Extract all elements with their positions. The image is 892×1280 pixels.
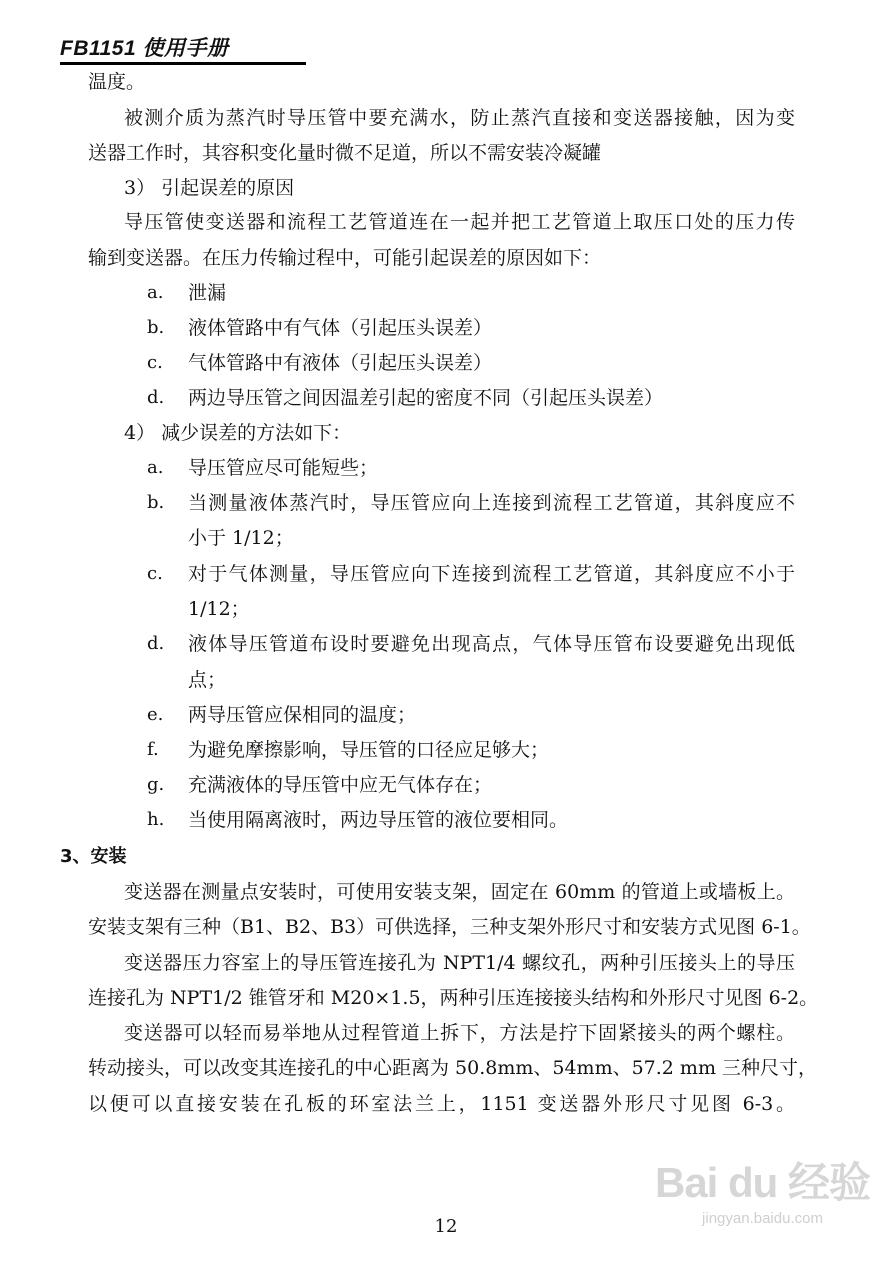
list-marker: b. (147, 492, 165, 513)
subheading-causes: 3） 引起误差的原因 (124, 177, 295, 199)
text-line: 送器工作时，其容积变化量时微不足道，所以不需安装冷凝罐 (88, 142, 602, 164)
list-item-continuation: 点； (188, 669, 227, 691)
list-marker: g. (147, 774, 165, 795)
list-marker: a. (147, 282, 164, 303)
watermark-logo: Bai du 经验 (654, 1159, 870, 1206)
list-item: 液体管路中有气体（引起压头误差） (188, 317, 493, 339)
section-heading-install: 3、安装 (60, 846, 127, 867)
list-marker: c. (147, 352, 163, 373)
list-item: 液体导压管道布设时要避免出现高点，气体导压管布设要避免出现低 (188, 633, 795, 655)
text-line: 转动接头，可以改变其连接孔的中心距离为 50.8mm、54mm、57.2 mm 三种尺寸， (88, 1057, 818, 1079)
list-marker: c. (147, 563, 163, 584)
list-item: 两导压管应保相同的温度； (188, 704, 417, 726)
list-marker: d. (147, 633, 165, 654)
watermark-url: jingyan.baidu.com (702, 1210, 823, 1227)
text-line: 连接孔为 NPT1/2 锥管牙和 M20×1.5，两种引压连接接头结构和外形尺寸见图 6-2。 (88, 987, 819, 1009)
list-item: 充满液体的导压管中应无气体存在； (188, 774, 493, 796)
text-line: 变送器在测量点安装时，可使用安装支架，固定在 60mm 的管道上或墙板上。 (124, 881, 795, 903)
list-marker: f. (147, 739, 159, 760)
list-item: 对于气体测量，导压管应向下连接到流程工艺管道，其斜度应不小于 (188, 563, 795, 585)
list-item: 两边导压管之间因温差引起的密度不同（引起压头误差） (188, 387, 664, 409)
list-marker: a. (147, 457, 164, 478)
text-line: 安装支架有三种（B1、B2、B3）可供选择，三种支架外形尺寸和安装方式见图 6-1。 (88, 916, 811, 938)
text-line: 变送器可以轻而易举地从过程管道上拆下，方法是拧下固紧接头的两个螺柱。 (124, 1022, 795, 1044)
baidu-jingyan-watermark (655, 1150, 870, 1227)
list-item: 导压管应尽可能短些； (188, 457, 379, 479)
list-item-continuation: 小于 1/12； (188, 527, 294, 549)
list-marker: h. (147, 809, 165, 830)
list-item: 当使用隔离液时，两边导压管的液位要相同。 (188, 809, 569, 831)
text-line: 被测介质为蒸汽时导压管中要充满水，防止蒸汽直接和变送器接触，因为变 (124, 107, 795, 129)
list-item-continuation: 1/12； (188, 598, 250, 620)
header-rule (60, 62, 306, 65)
document-header-title: FB1151 使用手册 (60, 37, 229, 60)
page-number: 12 (434, 1216, 458, 1237)
text-line: 导压管使变送器和流程工艺管道连在一起并把工艺管道上取压口处的压力传 (124, 211, 795, 233)
list-item: 泄漏 (188, 282, 227, 304)
text-line: 变送器压力容室上的导压管连接孔为 NPT1/4 螺纹孔，两种引压接头上的导压 (124, 952, 795, 974)
list-item: 为避免摩擦影响，导压管的口径应足够大； (188, 739, 550, 761)
list-marker: b. (147, 317, 165, 338)
subheading-methods: 4） 减少误差的方法如下： (124, 422, 352, 444)
list-marker: d. (147, 387, 165, 408)
list-marker: e. (147, 704, 164, 725)
list-item: 气体管路中有液体（引起压头误差） (188, 352, 493, 374)
text-line: 温度。 (88, 71, 146, 93)
list-item: 当测量液体蒸汽时，导压管应向上连接到流程工艺管道，其斜度应不 (188, 492, 795, 514)
text-line: 以便可以直接安装在孔板的环室法兰上，1151 变送器外形尺寸见图 6-3。 (88, 1093, 795, 1115)
text-line: 输到变送器。在压力传输过程中，可能引起误差的原因如下： (88, 247, 602, 269)
